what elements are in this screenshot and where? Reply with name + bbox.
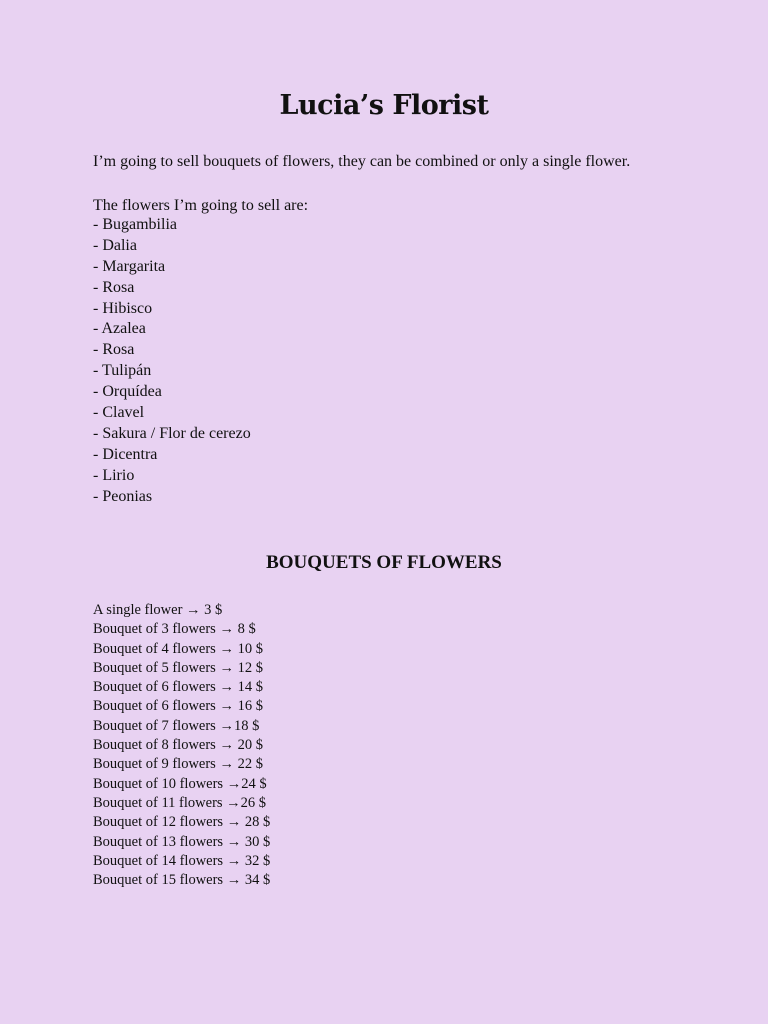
price-item: Bouquet of 6 flowers → 14 $ [93,679,263,696]
price-item: Bouquet of 3 flowers → 8 $ [93,621,256,638]
flower-item: - Clavel [93,404,145,422]
price-item: Bouquet of 5 flowers → 12 $ [93,659,263,676]
price-item: A single flower → 3 $ [93,602,223,618]
price-item: Bouquet of 6 flowers → 16 $ [93,698,263,715]
flower-item: - Dicentra [93,445,158,463]
flower-item: - Rosa [93,341,135,359]
intro-paragraph: I’m going to sell bouquets of flowers, they can be combined or only a single flower. [93,153,631,170]
price-item: Bouquet of 4 flowers → 10 $ [93,640,263,657]
flower-item: - Margarita [93,257,166,275]
price-item: Bouquet of 14 flowers → 32 $ [93,852,271,869]
flower-item: - Azalea [93,320,146,338]
section-title-bouquets: BOUQUETS OF FLOWERS [266,552,502,573]
flower-list [93,215,251,507]
flower-item: - Orquídea [93,383,162,401]
page-title: Lucia’s Florist [279,90,489,121]
price-item: Bouquet of 13 flowers → 30 $ [93,833,271,850]
flowers-heading: The flowers I’m going to sell are: [93,197,309,214]
price-item: Bouquet of 9 flowers → 22 $ [93,756,263,773]
flower-item: - Peonias [93,487,153,505]
flower-item: - Hibisco [93,299,153,317]
price-item: Bouquet of 12 flowers → 28 $ [93,814,271,831]
flower-item: - Rosa [93,278,135,296]
price-list [93,601,270,890]
price-item: Bouquet of 15 flowers → 34 $ [93,872,271,889]
price-item: Bouquet of 10 flowers →24 $ [93,775,267,792]
flower-item: - Sakura / Flor de cerezo [93,424,251,442]
flower-item: - Lirio [93,466,135,484]
flower-item: - Bugambilia [93,216,177,233]
price-item: Bouquet of 7 flowers →18 $ [93,717,260,734]
flower-item: - Tulipán [93,362,152,380]
price-item: Bouquet of 8 flowers → 20 $ [93,737,263,754]
price-item: Bouquet of 11 flowers →26 $ [93,794,267,811]
flower-item: - Dalia [93,236,137,254]
